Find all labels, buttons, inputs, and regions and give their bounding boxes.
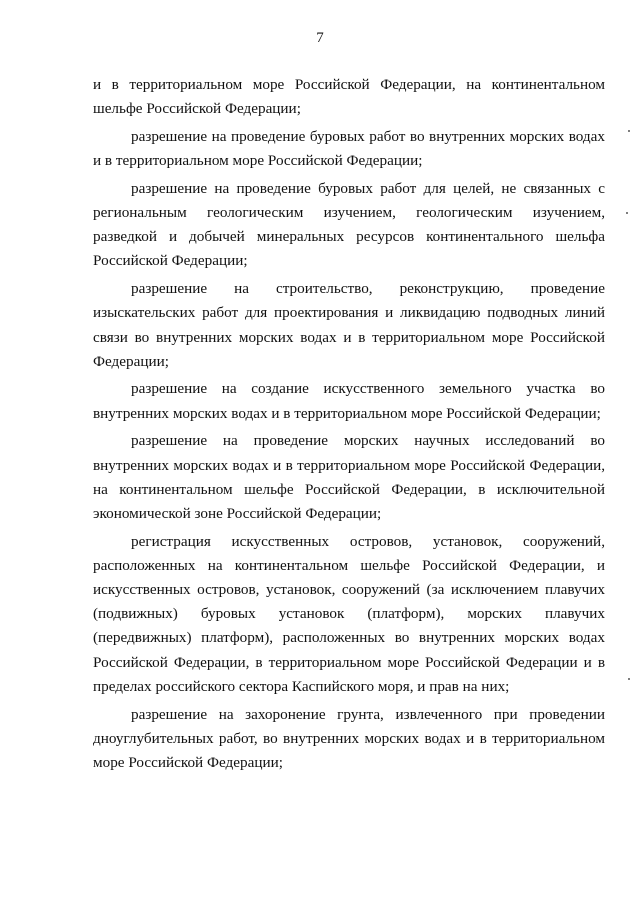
paragraph-2: разрешение на проведение буровых работ во внутренних морских водах и в территориальном море Российской Федерации; bbox=[93, 127, 605, 170]
paragraph-4: разрешение на строительство, реконструкцию, проведение изыскательских работ для проектирования и ликвидацию подводных линий связи во внутренних морских водах и в территориальном море Российской Федерации; bbox=[93, 280, 605, 370]
paragraph-6: разрешение на проведение морских научных исследований во внутренних морских водах и в территориальном море Российской Федерации, на континентальном шельфе Российской Федерации, в исключительной экономической зоне Российской Федерации; bbox=[93, 432, 605, 522]
paragraph-5: разрешение на создание искусственного земельного участка во внутренних морских водах и в территориальном море Российской Федерации; bbox=[93, 380, 605, 422]
scan-speck bbox=[626, 212, 628, 214]
page-number: 7 bbox=[316, 30, 324, 46]
paragraph-1: и в территориальном море Российской Федерации, на континентальном шельфе Российской Федерации; bbox=[93, 76, 605, 118]
paragraph-8: разрешение на захоронение грунта, извлеченного при проведении дноуглубительных работ, во внутренних морских водах и в территориальном море Российской Федерации; bbox=[93, 705, 605, 771]
document-body bbox=[93, 73, 605, 779]
paragraph-7: регистрация искусственных островов, установок, сооружений, расположенных на континентальном шельфе Российской Федерации, и искусственных островов, установок, сооружений (за исключением плавучих (подвижных) буровых установок (платформ), морских плавучих (передвижных) платформ), расположенных во внутренних морских водах Российской Федерации, в территориальном море Российской Федерации и в пределах российского сектора Каспийского моря, и прав на них; bbox=[93, 532, 605, 695]
paragraph-3: разрешение на проведение буровых работ для целей, не связанных с региональным геологическим изучением, геологическим изучением, разведкой и добычей минеральных ресурсов континентального шельфа Российской Федерации; bbox=[93, 179, 605, 270]
scan-speck bbox=[628, 678, 630, 680]
scan-speck bbox=[628, 130, 630, 132]
